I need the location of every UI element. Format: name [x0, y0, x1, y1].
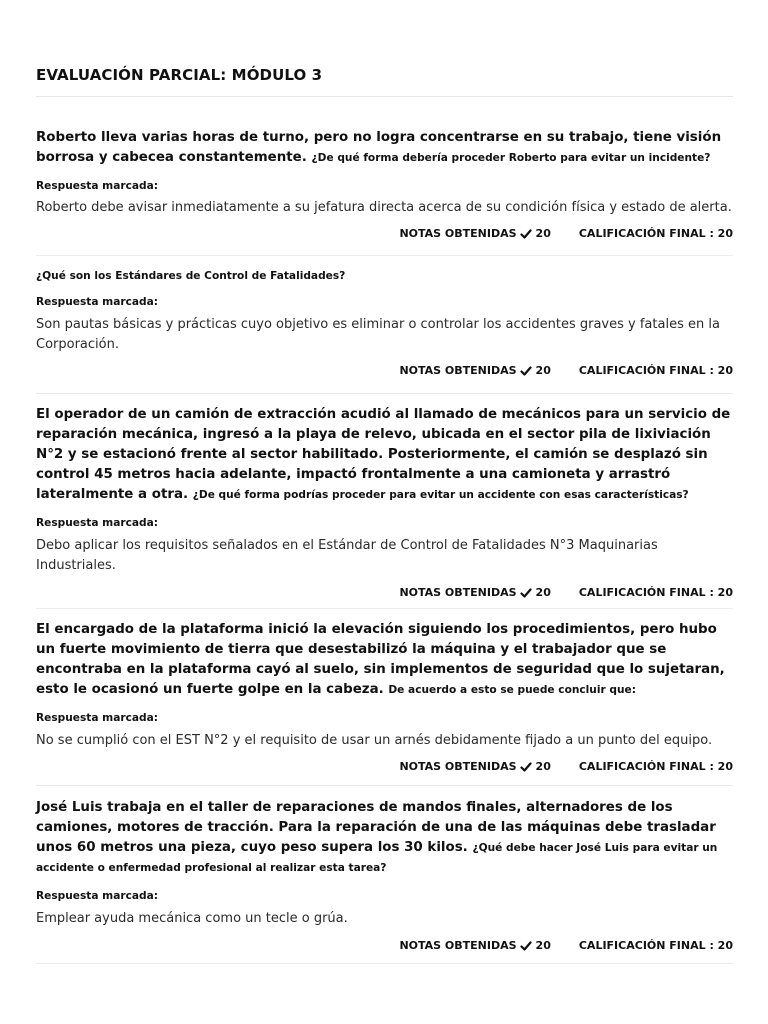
check-icon — [520, 761, 532, 773]
notas-obtenidas — [399, 226, 550, 242]
answer-text: Roberto debe avisar inmediatamente a su jefatura directa acerca de su condición física y estado de alerta. — [36, 200, 732, 215]
check-icon — [520, 940, 532, 952]
calificacion-final: CALIFICACIÓN FINAL : 20 — [578, 586, 733, 599]
question-prompt: ¿De qué forma debería proceder Roberto para evitar un incidente? — [311, 152, 711, 164]
notas-value: 20 — [535, 364, 551, 377]
page-title: EVALUACIÓN PARCIAL: MÓDULO 3 — [36, 66, 323, 84]
answer-text: Emplear ayuda mecánica como un tecle o grúa. — [36, 911, 348, 926]
answer-label: Respuesta marcada: — [36, 712, 158, 724]
question-text — [36, 128, 733, 168]
calificacion-final: CALIFICACIÓN FINAL : 20 — [578, 364, 733, 377]
calificacion-final: CALIFICACIÓN FINAL : 20 — [578, 939, 733, 952]
notas-obtenidas — [399, 585, 550, 601]
calificacion-final: CALIFICACIÓN FINAL : 20 — [578, 760, 733, 773]
check-icon — [520, 365, 532, 377]
answer-label: Respuesta marcada: — [36, 517, 158, 529]
question-divider — [36, 785, 733, 786]
question-block-4 — [36, 620, 733, 775]
question-text — [36, 620, 733, 700]
notas-label: NOTAS OBTENIDAS — [399, 760, 517, 773]
notas-obtenidas — [399, 759, 550, 775]
question-text — [36, 405, 733, 505]
notas-value: 20 — [535, 760, 551, 773]
question-block-1 — [36, 128, 733, 242]
answer-text: Debo aplicar los requisitos señalados en el Estándar de Control de Fatalidades N°3 Maquinarias Industriales. — [36, 538, 658, 573]
answer-label: Respuesta marcada: — [36, 890, 158, 902]
question-divider — [36, 255, 733, 256]
notas-label: NOTAS OBTENIDAS — [399, 364, 517, 377]
question-prompt: ¿Qué debe hacer José Luis para evitar un accidente o enfermedad profesional al realizar esta tarea? — [36, 842, 718, 874]
notas-value: 20 — [535, 939, 551, 952]
notas-label: NOTAS OBTENIDAS — [399, 939, 517, 952]
check-icon — [520, 587, 532, 599]
answer-label: Respuesta marcada: — [36, 296, 158, 308]
question-divider — [36, 393, 733, 394]
question-block-2 — [36, 268, 733, 379]
notas-label: NOTAS OBTENIDAS — [399, 586, 517, 599]
question-text — [36, 268, 733, 284]
question-statement: El encargado de la plataforma inició la elevación siguiendo los procedimientos, pero hubo un fuerte movimiento de tierra que desestabilizó la máquina y el trabajador que se encontraba en la plataforma cayó al suelo, sin implementos de seguridad que lo sujetaran, esto le ocasionó un fuerte golpe en la cabeza. — [36, 622, 725, 697]
question-text — [36, 798, 733, 878]
question-statement: José Luis trabaja en el taller de reparaciones de mandos finales, alternadores de los camiones, motores de tracción. Para la reparación de una de las máquinas debe trasladar unos 60 metros una pieza, cuyo peso supera los 30 kilos. — [36, 800, 716, 855]
question-statement: Roberto lleva varias horas de turno, pero no logra concentrarse en su trabajo, tiene visión borrosa y cabecea constantemente. — [36, 130, 722, 165]
notas-value: 20 — [535, 586, 551, 599]
notas-label: NOTAS OBTENIDAS — [399, 227, 517, 240]
answer-label: Respuesta marcada: — [36, 180, 158, 192]
title-divider — [36, 96, 733, 97]
notas-obtenidas — [399, 363, 550, 379]
question-prompt: De acuerdo a esto se puede concluir que: — [388, 684, 636, 696]
score-row — [36, 938, 733, 954]
check-icon — [520, 228, 532, 240]
question-divider — [36, 963, 733, 964]
score-row — [36, 363, 733, 379]
answer-text: Son pautas básicas y prácticas cuyo objetivo es eliminar o controlar los accidentes graves y fatales en la Corporación. — [36, 317, 720, 352]
question-block-5 — [36, 798, 733, 954]
score-row — [36, 226, 733, 242]
score-row — [36, 759, 733, 775]
question-divider — [36, 608, 733, 609]
calificacion-final: CALIFICACIÓN FINAL : 20 — [578, 227, 733, 240]
question-prompt: ¿De qué forma podrías proceder para evitar un accidente con esas características? — [192, 489, 689, 501]
question-prompt: ¿Qué son los Estándares de Control de Fatalidades? — [36, 270, 346, 282]
notas-obtenidas — [399, 938, 550, 954]
notas-value: 20 — [535, 227, 551, 240]
question-block-3 — [36, 405, 733, 601]
question-statement: El operador de un camión de extracción acudió al llamado de mecánicos para un servicio de reparación mecánica, ingresó a la playa de relevo, ubicada en el sector pila de lixiviación N°2 y se estacionó frente al sector habilitado. Posteriormente, el camión se desplazó sin control 45 metros hacia adelante, impactó frontalmente a una camioneta y arrastró lateralmente a otra. — [36, 407, 731, 502]
answer-text: No se cumplió con el EST N°2 y el requisito de usar un arnés debidamente fijado a un punto del equipo. — [36, 733, 713, 748]
score-row — [36, 585, 733, 601]
